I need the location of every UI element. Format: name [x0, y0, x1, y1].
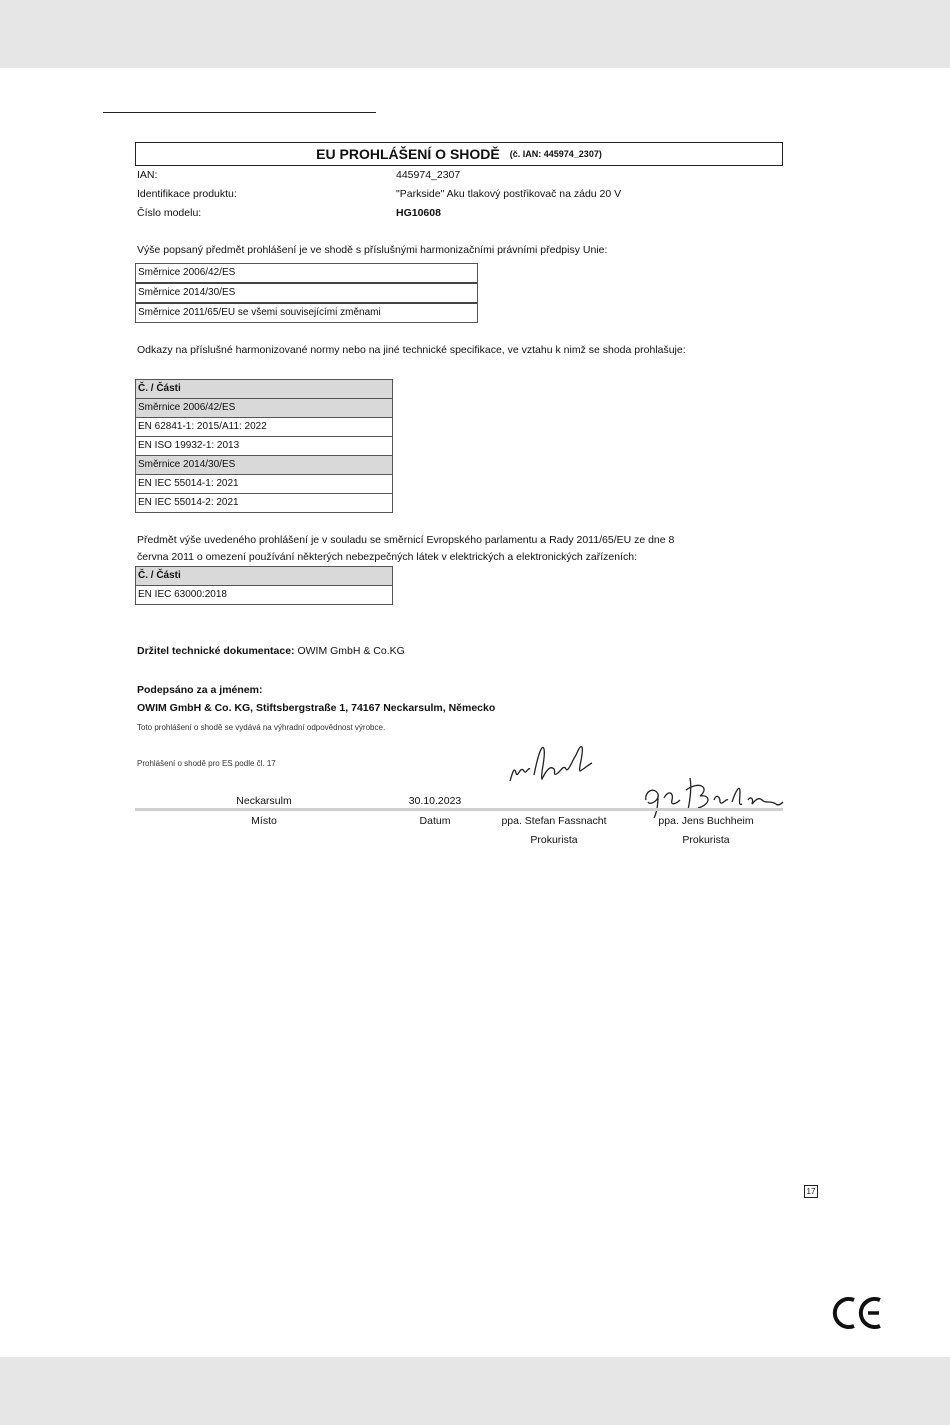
signer1-role: Prokurista: [530, 834, 578, 846]
ce-mark-icon: [832, 1296, 884, 1330]
table-header: Č. / Části: [136, 567, 392, 586]
signature-jens-buchheim: [640, 770, 785, 820]
field-product-value: "Parkside" Aku tlakový postřikovač na zádu 20 V: [396, 188, 622, 200]
holder-line: [137, 645, 405, 657]
table-row: EN IEC 63000:2018: [138, 589, 227, 600]
signer2-role: Prokurista: [682, 834, 730, 846]
field-model-label: Číslo modelu:: [137, 207, 202, 219]
directive-item: Směrnice 2011/65/EU se všemi souvisejícími změnami: [138, 307, 381, 318]
field-ian-label: IAN:: [137, 169, 158, 181]
rohs-text-line2: června 2011 o omezení používání některých nebezpečných látek v elektrických a elektronických zařízeních:: [137, 551, 637, 563]
signature-rule: [135, 808, 783, 811]
place-label: Místo: [251, 815, 277, 827]
signer2-name: ppa. Jens Buchheim: [658, 815, 754, 827]
document-ian-ref: (č. IAN: 445974_2307): [509, 149, 602, 159]
intro-text: Výše popsaný předmět prohlášení je ve shodě s příslušnými harmonizačními právními předpisy Unie:: [137, 244, 608, 256]
field-product-label: Identifikace produktu:: [137, 188, 237, 200]
date-value: 30.10.2023: [408, 795, 462, 807]
rohs-text-line1: Předmět výše uvedeného prohlášení je v souladu se směrnicí Evropského parlamentu a Rady 2011/65/EU ze dne 8: [137, 534, 675, 546]
table-header: Č. / Části: [136, 380, 392, 399]
table-row: EN IEC 55014-2: 2021: [138, 497, 239, 508]
place-value: Neckarsulm: [236, 795, 292, 807]
table-row: EN IEC 55014-1: 2021: [136, 475, 392, 494]
signer1-name: ppa. Stefan Fassnacht: [501, 815, 607, 827]
standards-table: [135, 379, 393, 513]
directives-box: [135, 263, 478, 323]
field-ian-value: 445974_2307: [396, 169, 461, 181]
signed-for-label: Podepsáno za a jménem:: [137, 684, 263, 696]
directive-item: Směrnice 2006/42/ES: [136, 264, 477, 284]
signed-for-company: OWIM GmbH & Co. KG, Stiftsbergstraße 1, 74167 Neckarsulm, Německo: [137, 702, 496, 714]
holder-value: OWIM GmbH & Co.KG: [297, 645, 405, 657]
table-row: Směrnice 2014/30/ES: [136, 456, 392, 475]
references-text: Odkazy na příslušné harmonizované normy nebo na jiné technické specifikace, ve vztahu k nimž se shoda prohlašuje:: [137, 344, 686, 356]
responsibility-note: Toto prohlášení o shodě se vydává na výhradní odpovědnost výrobce.: [137, 723, 386, 732]
document-title: EU PROHLÁŠENÍ O SHODĚ: [316, 146, 500, 162]
page-number: 17: [804, 1185, 818, 1198]
table-row: EN ISO 19932-1: 2013: [136, 437, 392, 456]
title-box: [135, 142, 783, 166]
holder-label: Držitel technické dokumentace:: [137, 645, 295, 657]
directive-item: Směrnice 2014/30/ES: [136, 284, 477, 304]
field-model-value: HG10608: [396, 207, 441, 219]
table-row: Směrnice 2006/42/ES: [136, 399, 392, 418]
signature-stefan-fassnacht: [506, 735, 596, 790]
small-note: Prohlášení o shodě pro ES podle čl. 17: [137, 759, 276, 768]
table-row: EN 62841-1: 2015/A11: 2022: [136, 418, 392, 437]
rohs-table: [135, 566, 393, 605]
date-label: Datum: [419, 815, 451, 827]
